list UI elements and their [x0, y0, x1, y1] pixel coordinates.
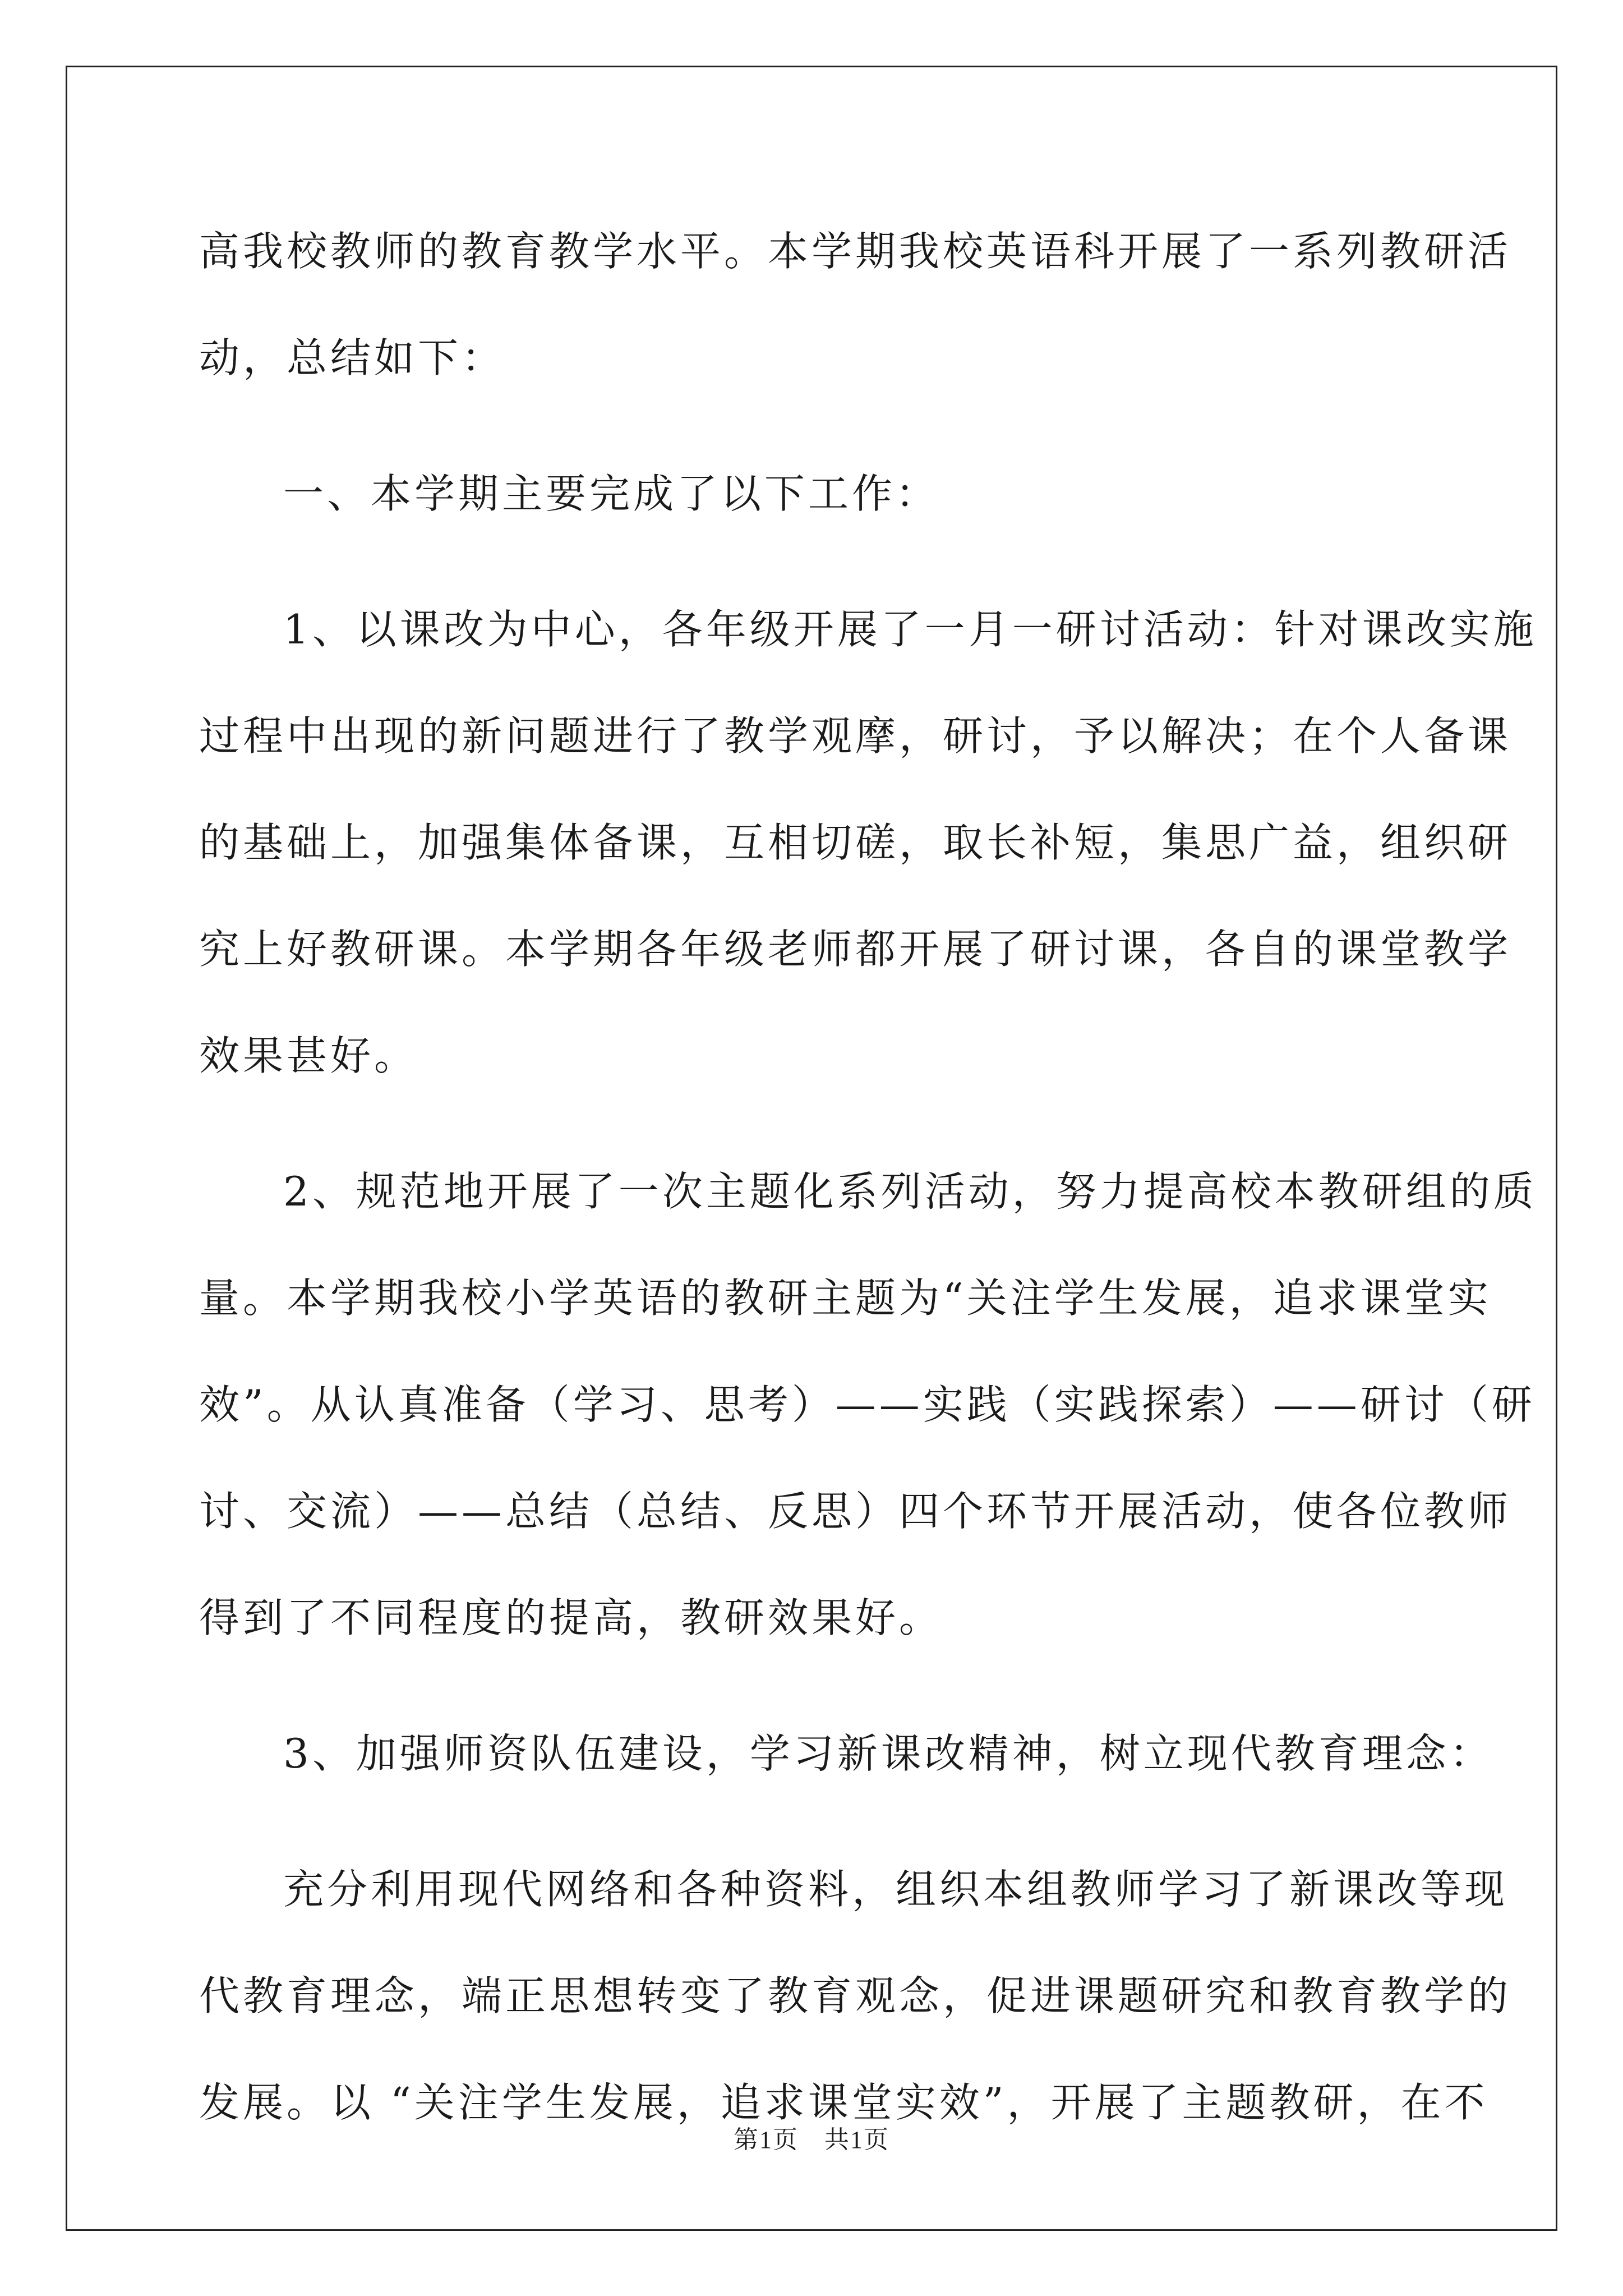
text-line: 3、加强师资队伍建设，学习新课改精神，树立现代教育理念： — [283, 1730, 1493, 1777]
paragraph — [199, 198, 1512, 411]
text-line: 讨、交流）——总结（总结、反思）四个环节开展活动，使各位教师 — [199, 1488, 1512, 1535]
text-line: 充分利用现代网络和各种资料，组织本组教师学习了新课改等现 — [283, 1866, 1509, 1913]
paragraph-gap — [199, 411, 1427, 440]
paragraph-gap — [199, 1671, 1427, 1700]
paragraph-gap — [199, 1807, 1427, 1836]
text-line: 得到了不同程度的提高，教研效果好。 — [199, 1594, 943, 1641]
text-line: 代教育理念，端正思想转变了教育观念，促进课题研究和教育教学的 — [199, 1972, 1512, 2019]
paragraph — [199, 1700, 1493, 1807]
text-line: 量。本学期我校小学英语的教研主题为“关注学生发展，追求课堂实 — [199, 1274, 1492, 1322]
text-line: 效”。从认真准备（学习、思考）——实践（实践探索）——研讨（研 — [199, 1381, 1536, 1428]
text-line: 动，总结如下： — [199, 334, 506, 381]
text-line: 高我校教师的教育教学水平。本学期我校英语科开展了一系列教研活 — [199, 228, 1512, 275]
paragraph-gap — [199, 1109, 1427, 1138]
paragraph — [199, 1138, 1537, 1671]
text-line: 过程中出现的新问题进行了教学观摩，研讨，予以解决；在个人备课 — [199, 712, 1512, 760]
paragraph-gap — [199, 547, 1427, 576]
text-line: 究上好教研课。本学期各年级老师都开展了研讨课，各自的课堂教学 — [199, 926, 1512, 973]
page-number-footer: 第1页 共1页 — [734, 2126, 889, 2154]
paragraph — [199, 576, 1537, 1109]
paragraph — [199, 1836, 1512, 2156]
text-line: 2、规范地开展了一次主题化系列活动，努力提高校本教研组的质 — [283, 1168, 1537, 1215]
text-line: 1、以课改为中心，各年级开展了一月一研讨活动：针对课改实施 — [283, 606, 1537, 653]
text-line: 发展。以 “关注学生发展，追求课堂实效”，开展了主题教研，在不 — [199, 2079, 1488, 2126]
text-line: 的基础上，加强集体备课，互相切磋，取长补短，集思广益，组织研 — [199, 819, 1512, 866]
paragraph — [199, 440, 1427, 547]
document-body — [199, 198, 1537, 2156]
text-line: 效果甚好。 — [199, 1032, 418, 1079]
section-heading: 一、本学期主要完成了以下工作： — [283, 470, 940, 517]
